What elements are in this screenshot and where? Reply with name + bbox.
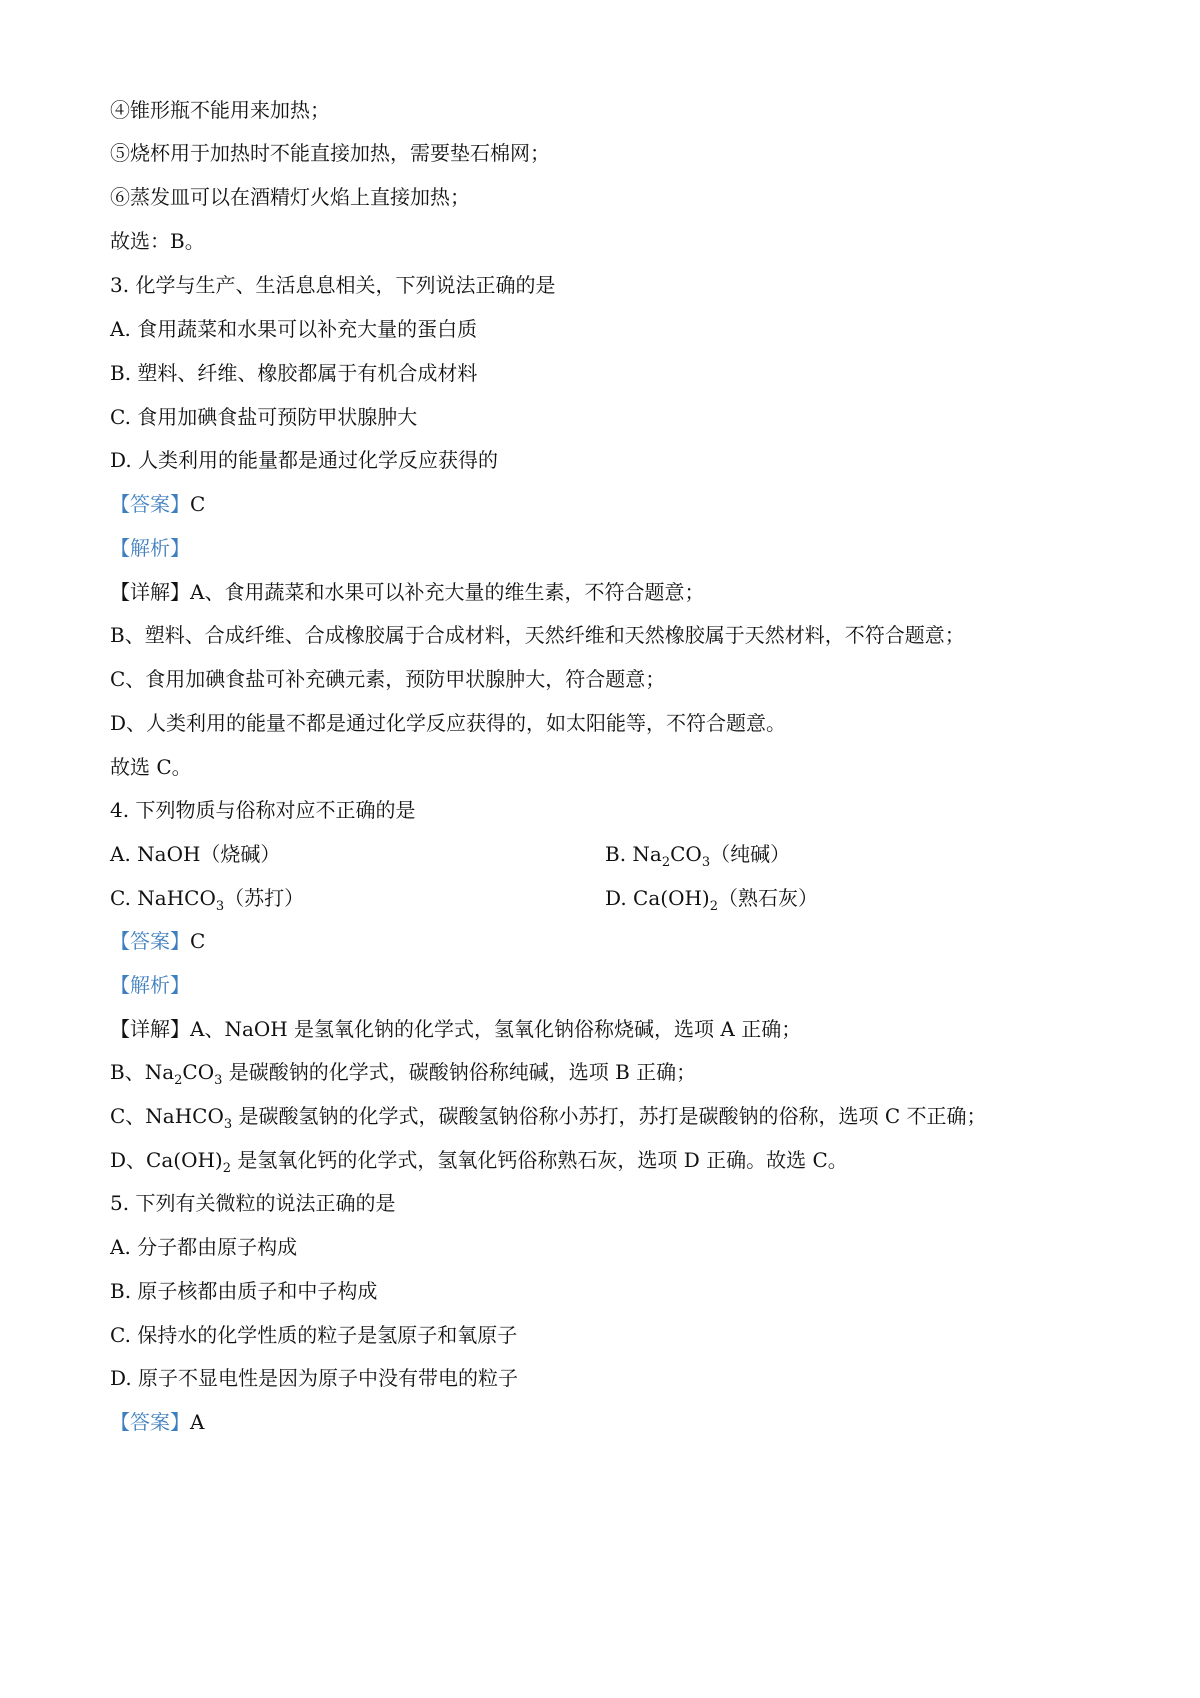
- detail-3c: C、食用加碘食盐可补充碘元素，预防甲状腺肿大，符合题意；: [110, 667, 666, 691]
- text-line: ⑥蒸发皿可以在酒精灯火焰上直接加热；: [110, 185, 470, 209]
- option-4b: B. $Na_2CO_3$（纯碱）: [605, 842, 791, 870]
- option-3a: A. 食用蔬菜和水果可以补充大量的蛋白质: [110, 317, 478, 341]
- option-3b: B. 塑料、纤维、橡胶都属于有机合成材料: [110, 361, 478, 385]
- text-line: 故选：B。: [110, 229, 205, 253]
- analysis-4: 【解析】: [110, 973, 190, 997]
- detail-4d: D、$Ca(OH)_2$ 是氢氧化钙的化学式，氢氧化钙俗称熟石灰，选项 D 正确。故选 C。: [110, 1148, 848, 1176]
- option-3c: C. 食用加碘食盐可预防甲状腺肿大: [110, 405, 418, 429]
- detail-4c: C、NaHCO$_3$ 是碳酸氢钠的化学式，碳酸氢钠俗称小苏打，苏打是碳酸钠的俗称，选项 C 不正确；: [110, 1104, 987, 1132]
- option-5b: B. 原子核都由质子和中子构成: [110, 1279, 378, 1303]
- option-4c: C. NaHCO$_3$（苏打）: [110, 886, 305, 914]
- question-4: 4. 下列物质与俗称对应不正确的是: [110, 798, 416, 822]
- detail-3d: D、人类利用的能量不都是通过化学反应获得的，如太阳能等，不符合题意。: [110, 711, 787, 735]
- option-3d: D. 人类利用的能量都是通过化学反应获得的: [110, 448, 499, 472]
- option-4a: A. NaOH（烧碱）: [110, 842, 281, 866]
- text-line: ⑤烧杯用于加热时不能直接加热，需要垫石棉网；: [110, 141, 550, 165]
- detail-3a: 【详解】A、食用蔬菜和水果可以补充大量的维生素，不符合题意；: [110, 580, 705, 604]
- text-line: ④锥形瓶不能用来加热；: [110, 98, 330, 122]
- detail-4a: 【详解】A、NaOH 是氢氧化钠的化学式，氢氧化钠俗称烧碱，选项 A 正确；: [110, 1017, 802, 1041]
- answer-4: 【答案】C: [110, 929, 206, 953]
- analysis-3: 【解析】: [110, 536, 190, 560]
- answer-5: 【答案】A: [110, 1410, 205, 1434]
- selection-3: 故选 C。: [110, 755, 192, 779]
- detail-4b: B、$Na_2CO_3$ 是碳酸钠的化学式，碳酸钠俗称纯碱，选项 B 正确；: [110, 1060, 697, 1088]
- option-5c: C. 保持水的化学性质的粒子是氢原子和氧原子: [110, 1323, 518, 1347]
- question-5: 5. 下列有关微粒的说法正确的是: [110, 1191, 396, 1215]
- answer-3: 【答案】C: [110, 492, 206, 516]
- question-3: 3. 化学与生产、生活息息相关，下列说法正确的是: [110, 273, 556, 297]
- option-4d: D. $Ca(OH)_2$（熟石灰）: [605, 886, 818, 914]
- detail-3b: B、塑料、合成纤维、合成橡胶属于合成材料，天然纤维和天然橡胶属于天然材料，不符合题意；: [110, 623, 965, 647]
- option-5d: D. 原子不显电性是因为原子中没有带电的粒子: [110, 1366, 519, 1390]
- option-5a: A. 分子都由原子构成: [110, 1235, 298, 1259]
